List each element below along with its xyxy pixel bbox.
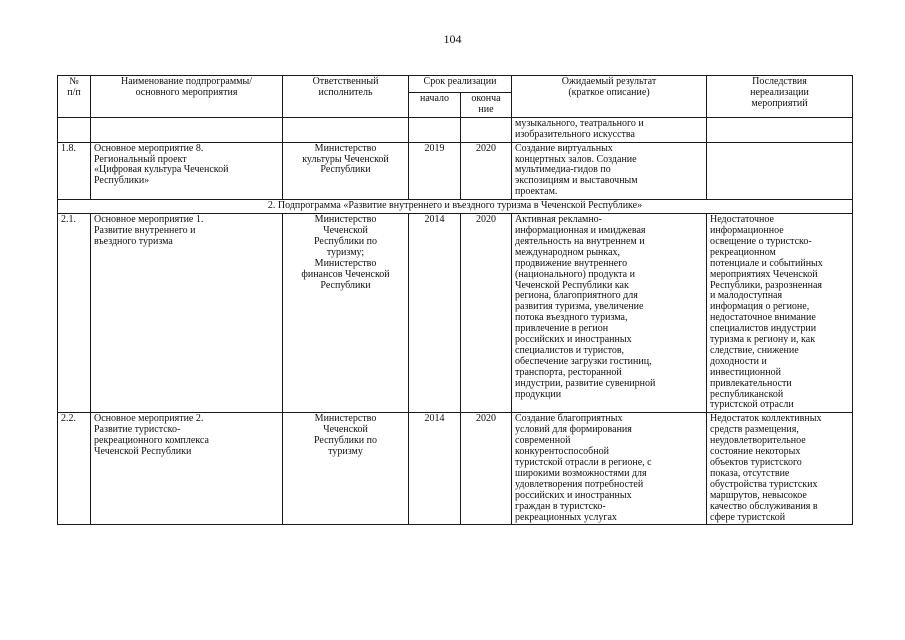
- cell-consequences: Недостаточное информационное освещение о туристско- рекреационном потенциале и событийных мероприятиях Чеченской Республики, разрозненная и малодоступная информация о регионе, недостаточное внимание специалистов индустрии туризма к региону и, как следствие, снижение доходности и инвестиционной привлекательности республиканской туристской отрасли: [707, 214, 853, 413]
- cell-result: Создание благоприятных условий для формирования современной конкурентоспособной туристской отрасли в регионе, с широкими возможностями для удовлетворения потребностей российских и иностранных граждан в туристско- рекреационных услугах: [512, 413, 707, 525]
- header-period: Срок реализации: [409, 76, 512, 93]
- cell-executor: Министерство Чеченской Республики по туризму: [283, 413, 409, 525]
- cell-start: 2019: [409, 142, 461, 200]
- cell-consequences: [707, 142, 853, 200]
- header-result: Ожидаемый результат (краткое описание): [512, 76, 707, 118]
- cell-consequences: Недостаток коллективных средств размещения, неудовлетворительное состояние некоторых объектов туристского показа, отсутствие обустройства туристских маршрутов, невысокое качество обслуживания в сфере туристской: [707, 413, 853, 525]
- header-end: оконча ние: [461, 93, 512, 118]
- cell-executor: [283, 117, 409, 142]
- header-name: Наименование подпрограммы/ основного мероприятия: [91, 76, 283, 118]
- cell-name: Основное мероприятие 8. Региональный проект «Цифровая культура Чеченской Республики»: [91, 142, 283, 200]
- cell-number: [58, 117, 91, 142]
- cell-result: музыкального, театрального и изобразительного искусства: [512, 117, 707, 142]
- cell-start: 2014: [409, 413, 461, 525]
- cell-end: 2020: [461, 214, 512, 413]
- cell-name: [91, 117, 283, 142]
- header-row: [58, 76, 853, 93]
- cell-consequences: [707, 117, 853, 142]
- table-row: [58, 413, 853, 525]
- cell-end: [461, 117, 512, 142]
- header-consequences: Последствия нереализации мероприятий: [707, 76, 853, 118]
- page-number: 104: [443, 32, 462, 46]
- cell-executor: Министерство Чеченской Республики по туризму; Министерство финансов Чеченской Республики: [283, 214, 409, 413]
- cell-executor: Министерство культуры Чеченской Республики: [283, 142, 409, 200]
- cell-end: 2020: [461, 413, 512, 525]
- table-row: [58, 142, 853, 200]
- header-number: № п/п: [58, 76, 91, 118]
- cell-name: Основное мероприятие 2. Развитие туристско- рекреационного комплекса Чеченской Республики: [91, 413, 283, 525]
- header-executor: Ответственный исполнитель: [283, 76, 409, 118]
- program-activities-table: [57, 75, 853, 525]
- header-start: начало: [409, 93, 461, 118]
- table-row: [58, 214, 853, 413]
- cell-end: 2020: [461, 142, 512, 200]
- cell-start: 2014: [409, 214, 461, 413]
- table-row: [58, 117, 853, 142]
- cell-result: Создание виртуальных концертных залов. Создание мультимедиа-гидов по экспозициям и выставочным проектам.: [512, 142, 707, 200]
- section-title: 2. Подпрограмма «Развитие внутреннего и въездного туризма в Чеченской Республике»: [58, 200, 853, 214]
- cell-number: 1.8.: [58, 142, 91, 200]
- cell-number: 2.1.: [58, 214, 91, 413]
- cell-start: [409, 117, 461, 142]
- cell-name: Основное мероприятие 1. Развитие внутреннего и въездного туризма: [91, 214, 283, 413]
- cell-number: 2.2.: [58, 413, 91, 525]
- section-row: [58, 200, 853, 214]
- cell-result: Активная рекламно- информационная и имиджевая деятельность на внутреннем и международном рынках, продвижение внутреннего (национального) продукта и Чеченской Республики как региона, благоприятного для развития туризма, увеличение потока въездного туризма, привлечение в регион российских и иностранных специалистов и туристов, обеспечение загрузки гостиниц, транспорта, ресторанной индустрии, развитие сувенирной продукции: [512, 214, 707, 413]
